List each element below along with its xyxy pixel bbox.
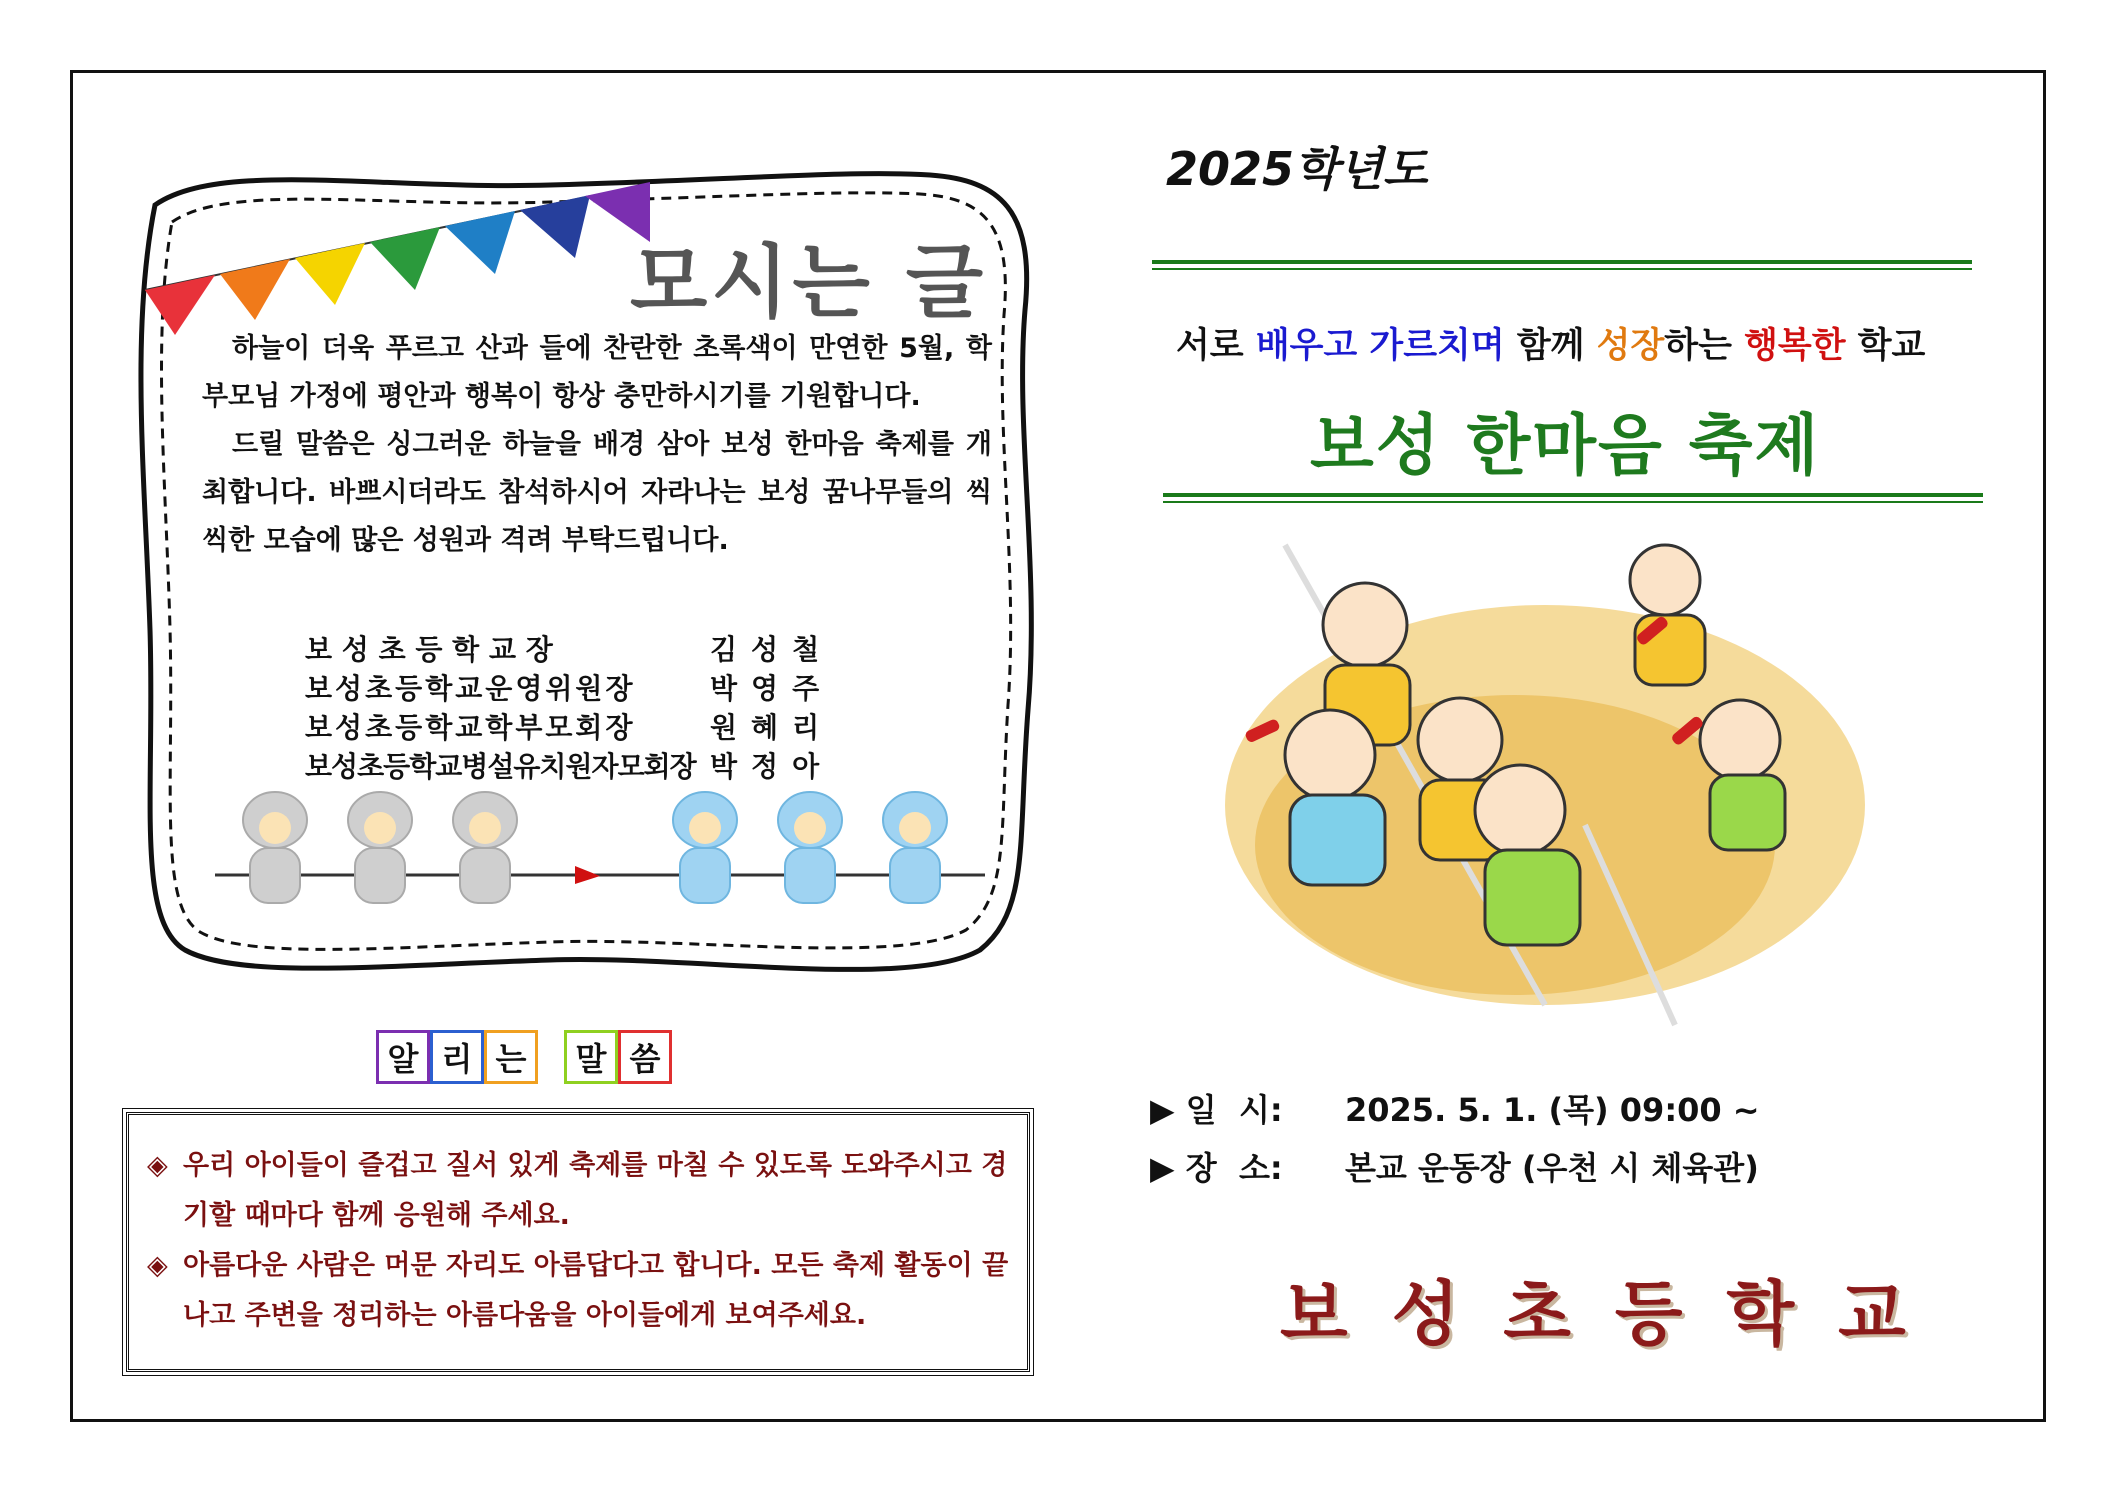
- signature-row: [305, 745, 833, 784]
- school-name: 보성초등학교: [1280, 1273, 1950, 1355]
- letter-paragraph: 하늘이 더욱 푸르고 산과 들에 찬란한 초록색이 만연한 5월, 학부모님 가정에 평안과 행복이 항상 충만하시기를 기원합니다.: [202, 333, 992, 412]
- slogan-part: 배우고 가르치며: [1255, 326, 1505, 366]
- info-row-date: [1150, 1085, 1760, 1131]
- signature-name: 김성철: [710, 633, 834, 666]
- invitation-letter: [202, 325, 992, 565]
- signature-role: 보성초등학교병설유치원자모회장: [305, 750, 696, 783]
- signature-name: 박정아: [710, 750, 834, 783]
- signature-block: [305, 628, 833, 784]
- info-value: 2025. 5. 1. (목) 09:00 ~: [1345, 1091, 1760, 1129]
- notice-heading-char: 씀: [618, 1030, 672, 1084]
- info-label: ▶ 장 소:: [1150, 1149, 1283, 1187]
- signature-name: 박영주: [710, 672, 834, 705]
- diamond-bullet-icon: ◈: [147, 1250, 168, 1281]
- notice-item: [145, 1241, 1017, 1341]
- slogan-part: 하는: [1664, 326, 1745, 366]
- notice-heading-char: 말: [564, 1030, 618, 1084]
- school-slogan: [1176, 318, 1925, 368]
- slogan-part: 학교: [1845, 326, 1926, 366]
- divider-line-bottom: [1163, 493, 1983, 503]
- tug-of-war-illustration: [205, 780, 995, 940]
- notice-item: [145, 1141, 1017, 1241]
- notice-heading-char: 는: [484, 1030, 538, 1084]
- notice-box: [126, 1112, 1030, 1372]
- notice-heading-char: 알: [376, 1030, 430, 1084]
- relay-race-illustration: [1215, 525, 1875, 1035]
- signature-row: [305, 667, 833, 706]
- info-row-place: [1150, 1143, 1759, 1189]
- festival-title: 보성 한마음 축제: [1310, 407, 1821, 484]
- signature-row: [305, 706, 833, 745]
- info-label: ▶ 일 시:: [1150, 1091, 1283, 1129]
- signature-role: 보 성 초 등 학 교 장: [305, 633, 553, 666]
- diamond-bullet-icon: ◈: [147, 1150, 168, 1181]
- notice-item-text: 아름다운 사람은 머문 자리도 아름답다고 합니다. 모든 축제 활동이 끝나고 주변을 정리하는 아름다움을 아이들에게 보여주세요.: [183, 1250, 1009, 1331]
- divider-line-top: [1152, 260, 1972, 270]
- card-title: 모시는 글: [630, 236, 987, 329]
- signature-name: 원혜리: [710, 711, 834, 744]
- notice-item-text: 우리 아이들이 즐겁고 질서 있게 축제를 마칠 수 있도록 도와주시고 경기할 때마다 함께 응원해 주세요.: [183, 1150, 1008, 1231]
- slogan-part: 성장: [1596, 326, 1665, 366]
- signature-row: [305, 628, 833, 667]
- slogan-part: 서로: [1176, 326, 1256, 366]
- notice-heading-char: 리: [430, 1030, 484, 1084]
- signature-role: 보성초등학교학부모회장: [305, 711, 636, 744]
- info-value: 본교 운동장 (우천 시 체육관): [1345, 1149, 1759, 1187]
- slogan-part: 함께: [1504, 326, 1597, 366]
- notice-heading: [376, 1030, 672, 1084]
- letter-paragraph: 드릴 말씀은 싱그러운 하늘을 배경 삼아 보성 한마음 축제를 개최합니다. 바쁘시더라도 참석하시어 자라나는 보성 꿈나무들의 씩씩한 모습에 많은 성원과 격려 부탁드립니다.: [202, 429, 992, 556]
- slogan-part: 행복한: [1744, 326, 1846, 366]
- school-year: 2025학년도: [1166, 142, 1428, 196]
- signature-role: 보성초등학교운영위원장: [305, 672, 636, 705]
